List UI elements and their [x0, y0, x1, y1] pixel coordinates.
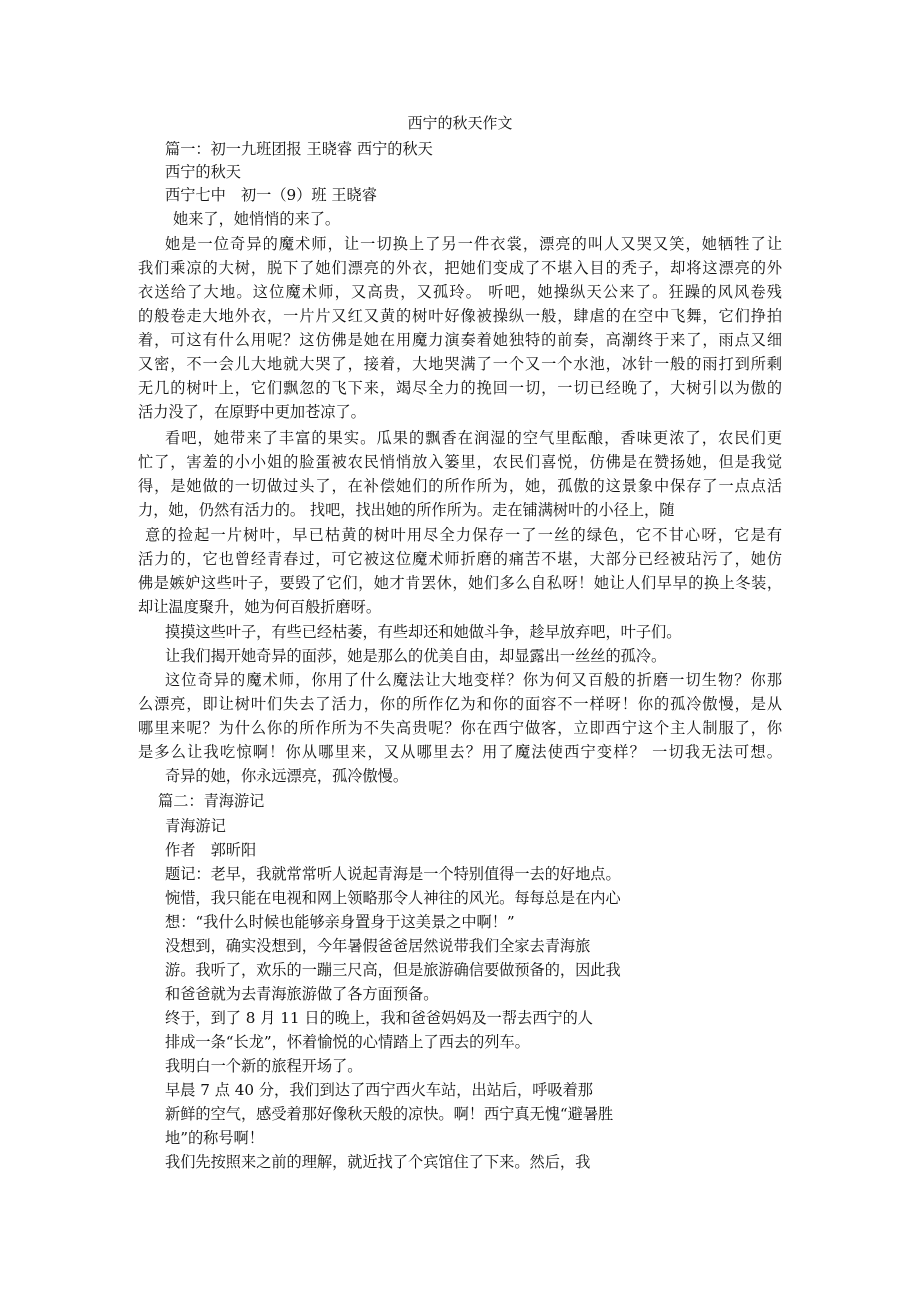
- text-line: 她来了，她悄悄的来了。: [173, 210, 341, 228]
- paragraph-line: 她是一位奇异的魔术师，让一切换上了另一件衣裳，漂亮的叫人又哭又笑，她牺牲了让: [165, 235, 782, 253]
- paragraph-line: 着，可这有什么用呢？这仿佛是她在用魔力演奏着她独特的前奏，高潮终于来了，雨点又细: [138, 331, 782, 349]
- paragraph-line: 活力没了，在原野中更加苍凉了。: [138, 403, 366, 421]
- text-line: 惋惜，我只能在电视和网上领略那令人神往的风光。每每总是在内心: [165, 889, 621, 907]
- paragraph-line: 意的捡起一片树叶，早已枯黄的树叶用尽全力保存一了一丝的绿色，它不甘心呀，它是有: [145, 526, 782, 544]
- text-line: 和爸爸就为去青海旅游做了各方面预备。: [165, 985, 439, 1003]
- paragraph-line: 我们乘凉的大树，脱下了她们漂亮的外衣，把她们变成了不堪入目的秃子，却将这漂亮的外: [138, 259, 782, 277]
- paragraph-line: 忙了，害羞的小小姐的脸蛋被农民悄悄放入篓里，农民们喜悦，仿佛是在赞扬她，但是我觉: [138, 453, 782, 471]
- text-line: 没想到，确实没想到，今年暑假爸爸居然说带我们全家去青海旅: [165, 937, 591, 955]
- paragraph-line: 是多么让我吃惊啊！你从哪里来，又从哪里去？用了魔法使西宁变样？ 一切我无法可想。: [138, 743, 782, 761]
- text-line: 终于，到了 8 月 11 日的晚上，我和爸爸妈妈及一帮去西宁的人: [165, 1009, 593, 1027]
- paragraph-line: 摸摸这些叶子，有些已经枯萎，有些却还和她做斗争，趁早放弃吧，叶子们。: [165, 623, 682, 641]
- paragraph-line: 力，她，仍然有活力的。 找吧，找出她的所作所为。走在铺满树叶的小径上，随: [138, 501, 675, 519]
- paragraph-line: 得，是她做的一切做过头了，在补偿她们的所作所为，她，孤傲的这景象中保存了一点点活: [138, 477, 782, 495]
- paragraph-line: 无几的树叶上，它们飘忽的飞下来，竭尽全力的挽回一切，一切已经晚了，大树引以为傲的: [138, 379, 782, 397]
- text-line: 排成一条“长龙”，怀着愉悦的心情踏上了西去的列车。: [165, 1033, 530, 1051]
- section-heading: 篇二：青海游记: [158, 792, 265, 810]
- text-line: 想：“我什么时候也能够亲身置身于这美景之中啊！”: [165, 913, 515, 931]
- paragraph-line: 让我们揭开她奇异的面莎，她是那么的优美自由，却显露出一丝丝的孤冷。: [165, 647, 667, 665]
- text-line: 作者 郭昕阳: [165, 841, 257, 859]
- document-title: 西宁的秋天作文: [407, 114, 513, 132]
- paragraph-line: 佛是嫉妒这些叶子，要毁了它们，她才肯罢休，她们多么自私呀！她让人们早早的换上冬装，: [138, 574, 782, 592]
- text-line: 青海游记: [165, 817, 226, 835]
- text-line: 我明白一个新的旅程开场了。: [165, 1057, 363, 1075]
- paragraph-line: 哪里来呢？为什么你的所作所为不失高贵呢？你在西宁做客，立即西宁这个主人制服了，你: [138, 719, 782, 737]
- text-line: 游。我听了，欢乐的一蹦三尺高，但是旅游确信要做预备的，因此我: [165, 961, 621, 979]
- text-line: 新鲜的空气，感受着那好像秋天般的凉快。啊！西宁真无愧“避暑胜: [165, 1105, 614, 1123]
- paragraph-line: 的般卷走大地外衣，一片片又红又黄的树叶好像被操纵一般，肆虐的在空中飞舞，它们挣拍: [138, 307, 782, 325]
- paragraph-line: 活力的，它也曾经青春过，可它被这位魔术师折磨的痛苦不堪，大部分已经被玷污了，她仿: [138, 550, 782, 568]
- paragraph-line: 这位奇异的魔术师，你用了什么魔法让大地变样？你为何又百般的折磨一切生物？你那: [165, 671, 782, 689]
- paragraph-line: 却让温度聚升，她为何百般折磨呀。: [138, 598, 381, 616]
- paragraph-line: 衣送给了大地。这位魔术师，又高贵，又孤玲。 听吧，她操纵天公来了。狂躁的风风卷残: [138, 283, 782, 301]
- text-line: 西宁七中 初一（9）班 王晓睿: [165, 186, 377, 204]
- text-line: 题记：老早，我就常常听人说起青海是一个特别值得一去的好地点。: [165, 865, 621, 883]
- paragraph-line: 么漂亮，即让树叶们失去了活力，你的所作亿为和你的面容不一样呀！你的孤冷傲慢，是从: [138, 695, 782, 713]
- text-line: 早晨 7 点 40 分，我们到达了西宁西火车站，出站后，呼吸着那: [165, 1081, 593, 1099]
- text-line: 地”的称号啊！: [165, 1129, 264, 1147]
- section-heading: 篇一：初一九班团报 王晓睿 西宁的秋天: [165, 140, 433, 158]
- text-line: 西宁的秋天: [165, 163, 241, 181]
- paragraph-line: 又密，不一会儿大地就大哭了，接着，大地哭满了一个又一个水池，冰针一般的雨打到所剩: [138, 355, 782, 373]
- paragraph-line: 看吧，她带来了丰富的果实。瓜果的飘香在润湿的空气里酝酿，香味更浓了，农民们更: [165, 429, 782, 447]
- text-line: 我们先按照来之前的理解，就近找了个宾馆住了下来。然后，我: [165, 1153, 591, 1171]
- paragraph-line: 奇异的她，你永远漂亮，孤冷傲慢。: [165, 767, 408, 785]
